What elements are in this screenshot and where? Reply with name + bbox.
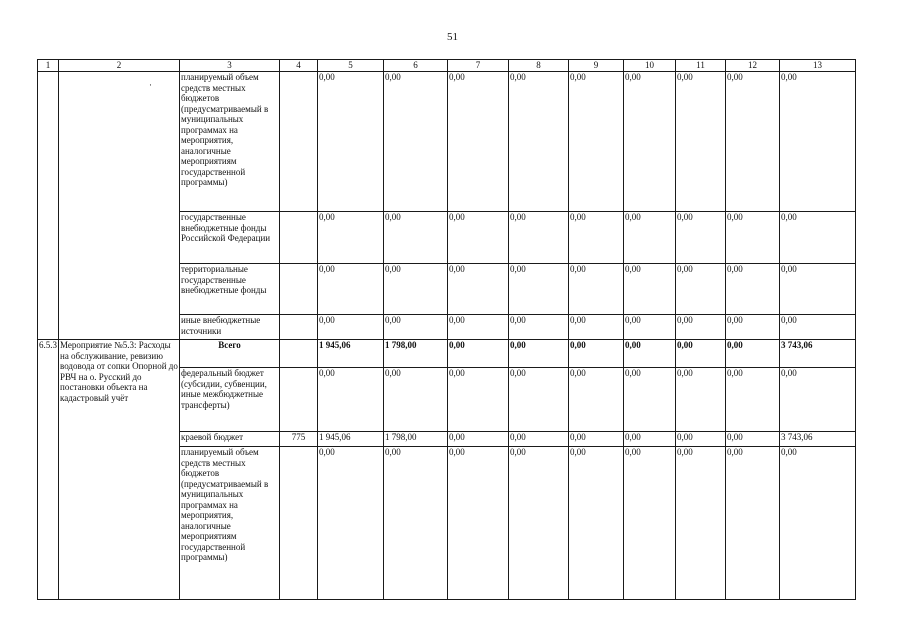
row-label: иные внебюджетные источники: [180, 315, 280, 340]
row-value: 0,00: [448, 315, 509, 340]
row-value: 0,00: [569, 340, 624, 368]
row-code: [280, 212, 318, 264]
row-value: 3 743,06: [780, 432, 856, 447]
table-row: [38, 340, 856, 368]
column-number: 12: [726, 60, 780, 72]
row-value: 1 798,00: [384, 340, 448, 368]
row-code: [280, 72, 318, 212]
row-value: 0,00: [318, 212, 384, 264]
column-number: 8: [509, 60, 569, 72]
row-value: 0,00: [509, 72, 569, 212]
row-value: 0,00: [780, 212, 856, 264]
row-label: территориальные государственные внебюджетные фонды: [180, 264, 280, 315]
row-value: 0,00: [676, 447, 726, 600]
continued-number-cell: [38, 72, 59, 340]
row-value: 0,00: [726, 212, 780, 264]
row-value: 0,00: [624, 368, 676, 432]
row-value: 0,00: [726, 432, 780, 447]
column-number-row: [38, 60, 856, 72]
row-value: 0,00: [318, 368, 384, 432]
row-value: 0,00: [624, 340, 676, 368]
row-value: 0,00: [676, 368, 726, 432]
row-value: 0,00: [448, 264, 509, 315]
row-value: 0,00: [448, 447, 509, 600]
row-value: 0,00: [569, 212, 624, 264]
row-value: 0,00: [569, 447, 624, 600]
row-value: 0,00: [509, 340, 569, 368]
row-value: 0,00: [624, 264, 676, 315]
row-value: 1 798,00: [384, 432, 448, 447]
row-value: 0,00: [780, 368, 856, 432]
column-number: 5: [318, 60, 384, 72]
row-label: краевой бюджет: [180, 432, 280, 447]
row-value: 0,00: [509, 447, 569, 600]
column-number: 11: [676, 60, 726, 72]
row-value: 0,00: [448, 340, 509, 368]
row-label: планируемый объем средств местных бюджетов (предусматриваемый в муниципальных программах на мероприятия, аналогичные мероприятиям государственной программы): [180, 72, 280, 212]
row-value: 0,00: [448, 432, 509, 447]
row-value: 0,00: [726, 447, 780, 600]
row-value: 0,00: [509, 432, 569, 447]
column-number: 2: [59, 60, 180, 72]
row-value: 0,00: [624, 447, 676, 600]
row-value: 0,00: [384, 72, 448, 212]
row-label: планируемый объем средств местных бюджетов (предусматриваемый в муниципальных программах на мероприятия, аналогичные мероприятиям государственной программы): [180, 447, 280, 600]
row-value: 0,00: [569, 264, 624, 315]
column-number: 7: [448, 60, 509, 72]
row-label: Всего: [180, 340, 280, 368]
row-value: 0,00: [676, 212, 726, 264]
row-value: 0,00: [318, 447, 384, 600]
row-value: 0,00: [569, 432, 624, 447]
row-code: 775: [280, 432, 318, 447]
row-value: 0,00: [676, 72, 726, 212]
row-label: государственные внебюджетные фонды Российской Федерации: [180, 212, 280, 264]
row-value: 0,00: [676, 340, 726, 368]
column-number: 13: [780, 60, 856, 72]
row-value: 0,00: [780, 72, 856, 212]
row-code: [280, 340, 318, 368]
column-number: 10: [624, 60, 676, 72]
row-code: [280, 447, 318, 600]
row-value: 0,00: [780, 315, 856, 340]
row-value: 0,00: [624, 432, 676, 447]
row-value: 0,00: [318, 72, 384, 212]
row-value: 1 945,06: [318, 432, 384, 447]
row-value: 0,00: [318, 264, 384, 315]
row-label: федеральный бюджет (субсидии, субвенции, иные межбюджетные трансферты): [180, 368, 280, 432]
row-value: 0,00: [624, 315, 676, 340]
row-value: 0,00: [624, 212, 676, 264]
row-value: 0,00: [726, 315, 780, 340]
row-value: 0,00: [569, 368, 624, 432]
row-value: 0,00: [726, 340, 780, 368]
row-value: 0,00: [384, 447, 448, 600]
row-value: 0,00: [726, 72, 780, 212]
column-number: 1: [38, 60, 59, 72]
column-number: 6: [384, 60, 448, 72]
row-value: 0,00: [726, 264, 780, 315]
row-value: 0,00: [676, 264, 726, 315]
row-value: 0,00: [726, 368, 780, 432]
row-value: 0,00: [569, 315, 624, 340]
page-number: 51: [447, 31, 458, 43]
column-number: 9: [569, 60, 624, 72]
table-row: [38, 72, 856, 212]
row-value: 0,00: [509, 264, 569, 315]
budget-table: [37, 59, 856, 600]
row-value: 0,00: [624, 72, 676, 212]
row-value: 0,00: [448, 72, 509, 212]
row-value: 0,00: [384, 212, 448, 264]
row-value: 0,00: [676, 315, 726, 340]
row-value: 0,00: [448, 212, 509, 264]
continued-name-cell: ·: [59, 72, 180, 340]
row-code: [280, 315, 318, 340]
row-value: 0,00: [384, 368, 448, 432]
row-value: 0,00: [676, 432, 726, 447]
row-value: 0,00: [509, 315, 569, 340]
row-value: 0,00: [780, 264, 856, 315]
column-number: 3: [180, 60, 280, 72]
row-value: 0,00: [384, 264, 448, 315]
row-code: [280, 368, 318, 432]
row-value: 0,00: [780, 447, 856, 600]
row-code: [280, 264, 318, 315]
row-value: 0,00: [569, 72, 624, 212]
row-value: 0,00: [384, 315, 448, 340]
row-value: 0,00: [509, 368, 569, 432]
column-number: 4: [280, 60, 318, 72]
measure-number: 6.5.3: [38, 340, 59, 600]
row-value: 3 743,06: [780, 340, 856, 368]
measure-name: Мероприятие №5.3: Расходы на обслуживание, ревизию водовода от сопки Опорной до РВЧ на о. Русский до постановки объекта на кадастровый учёт: [59, 340, 180, 600]
row-value: 0,00: [448, 368, 509, 432]
row-value: 0,00: [318, 315, 384, 340]
row-value: 0,00: [509, 212, 569, 264]
row-value: 1 945,06: [318, 340, 384, 368]
